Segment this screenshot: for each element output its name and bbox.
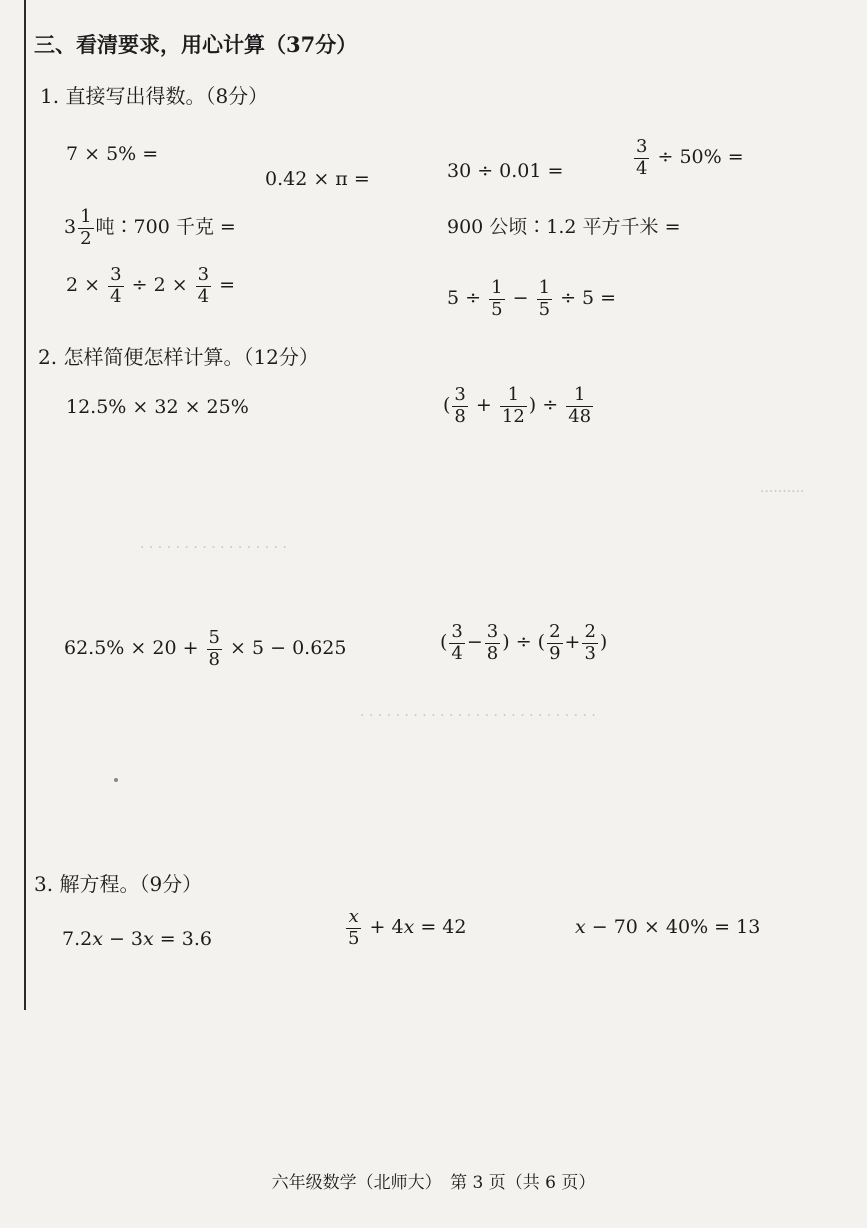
q1-expr-2: 0.42 × π = (265, 168, 370, 190)
bleed-through-mark: .......... (760, 480, 805, 496)
fraction: $\frac{x}{5}$ (348, 906, 360, 949)
fraction: $\frac{3}{4}$ (451, 621, 463, 664)
q3-equation-1: 7.2x − 3x = 3.6 (62, 928, 212, 950)
fraction: $\frac{1}{12}$ (501, 384, 525, 427)
bleed-through-mark: · · · · · · · · · · · · · · · · · (140, 540, 287, 556)
q2-title: 2. 怎样简便怎样计算。（12分） (38, 345, 319, 369)
q2-expr-2: ( $\frac{3}{8}$ + $\frac{1}{12}$ ) ÷ $\frac{1}{48}$ (443, 384, 592, 427)
fraction: $\frac{1}{5}$ (491, 277, 503, 320)
q3-equation-2: $\frac{x}{5}$ + 4x = 42 (348, 906, 467, 949)
fraction: $\frac{3}{4}$ (110, 264, 122, 307)
fraction: $\frac{5}{8}$ (208, 627, 220, 670)
fraction: $\frac{2}{3}$ (584, 621, 596, 664)
fraction: $\frac{3}{4}$ (636, 136, 648, 179)
q1-expr-7: 2 × $\frac{3}{4}$ ÷ 2 × $\frac{3}{4}$ = (66, 264, 236, 307)
fraction: $\frac{2}{9}$ (549, 621, 561, 664)
speck (114, 778, 118, 782)
margin-line (24, 0, 26, 1010)
q1-expr-3: 30 ÷ 0.01 = (447, 160, 564, 182)
q1-expr-4: $\frac{3}{4}$ ÷ 50% = (636, 136, 744, 179)
fraction: $\frac{3}{8}$ (454, 384, 466, 427)
q1-expr-8: 5 ÷ $\frac{1}{5}$ − $\frac{1}{5}$ ÷ 5 = (447, 277, 617, 320)
q2-expr-3: 62.5% × 20 + $\frac{5}{8}$ × 5 − 0.625 (64, 627, 347, 670)
q2-expr-4: ( $\frac{3}{4}$ − $\frac{3}{8}$ ) ÷ ( $\frac{2}{9}$ + $\frac{2}{3}$ ) (440, 621, 608, 664)
fraction: $\frac{3}{8}$ (486, 621, 499, 664)
fraction: $\frac{1}{48}$ (568, 384, 592, 427)
q3-equation-3: x − 70 × 40% = 13 (575, 916, 761, 938)
q1-expr-6: 900 公顷∶1.2 平方千米 = (447, 216, 681, 238)
fraction: $\frac{3}{4}$ (197, 264, 210, 307)
fraction: $\frac{1}{2}$ (80, 206, 92, 249)
page-footer: 六年级数学（北师大） 第 3 页（共 6 页） (271, 1173, 596, 1193)
q1-expr-1: 7 × 5% = (66, 143, 159, 165)
q1-expr-5: 3 $\frac{1}{2}$ 吨∶700 千克 = (64, 206, 236, 249)
section-title: 三、看清要求，用心计算（37分） (34, 32, 358, 57)
q3-title: 3. 解方程。（9分） (34, 872, 203, 896)
q1-title: 1. 直接写出得数。（8分） (40, 84, 269, 108)
q2-expr-1: 12.5% × 32 × 25% (66, 396, 249, 418)
fraction: $\frac{1}{5}$ (538, 277, 551, 320)
bleed-through-mark: · · · · · · · · · · · · · · · · · · · · · · · · · · · (360, 708, 596, 724)
